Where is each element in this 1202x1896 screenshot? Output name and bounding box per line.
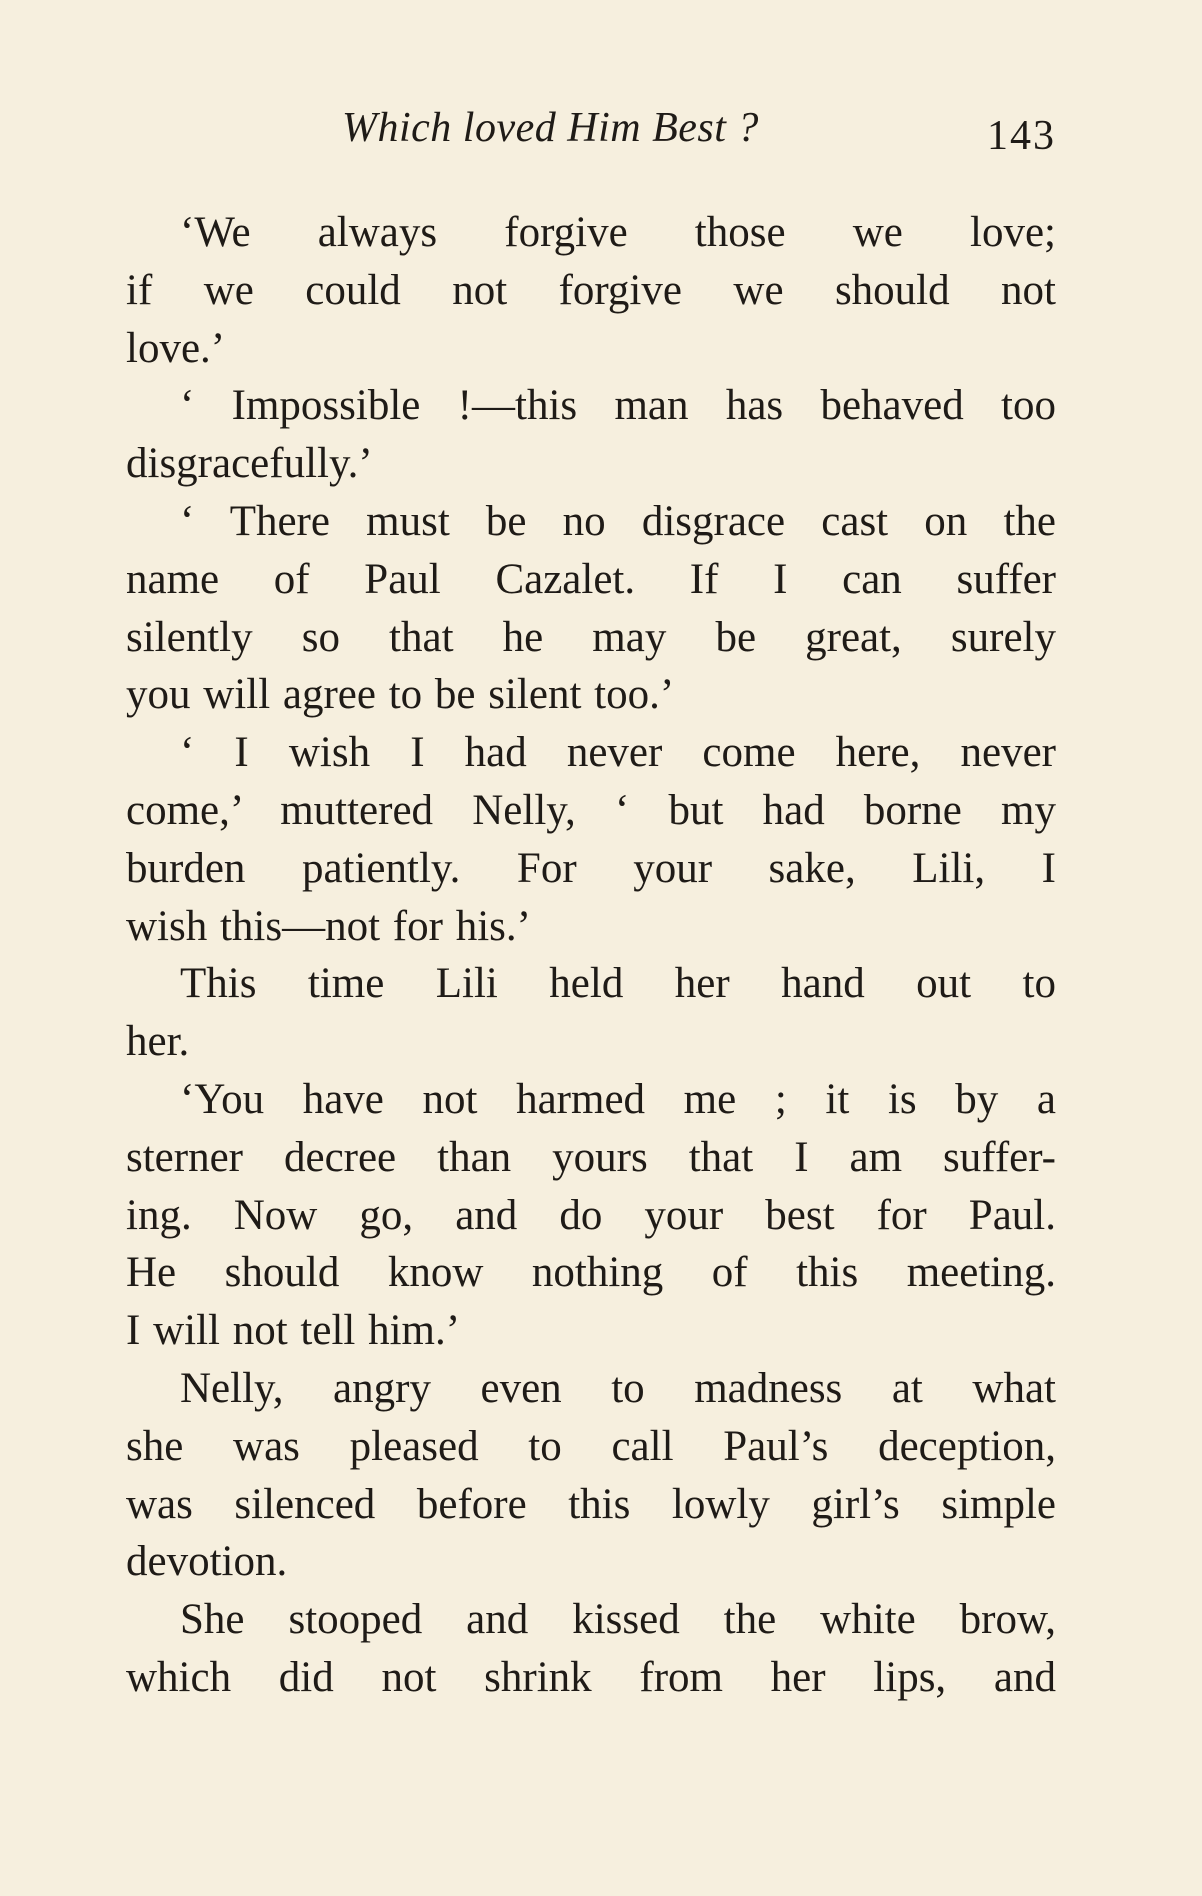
text-line: Nelly, angry even to madness at what [180, 1364, 1056, 1412]
text-line: This time Lili held her hand out to [180, 960, 1056, 1008]
page-number: 143 [987, 113, 1056, 159]
text-line: silently so that he may be great, surely [126, 613, 1056, 661]
text-line: you will agree to be silent too.’ [126, 671, 675, 719]
text-line: she was pleased to call Paul’s deception, [126, 1422, 1056, 1470]
text-line: burden patiently. For your sake, Lili, I [126, 844, 1056, 892]
text-line: ‘ There must be no disgrace cast on the [180, 497, 1056, 545]
body-text [126, 204, 1056, 1707]
text-line: if we could not forgive we should not [126, 266, 1056, 314]
text-line: love.’ [126, 324, 226, 372]
running-head [126, 104, 1056, 164]
text-line: ing. Now go, and do your best for Paul. [126, 1191, 1056, 1239]
text-line: was silenced before this lowly girl’s simple [126, 1480, 1056, 1528]
text-line: ‘ Impossible !—this man has behaved too [180, 382, 1056, 430]
text-line: He should know nothing of this meeting. [126, 1249, 1056, 1297]
text-line: ‘ I wish I had never come here, never [180, 729, 1056, 777]
text-line: her. [126, 1018, 190, 1066]
text-line: disgracefully.’ [126, 440, 373, 488]
text-line: sterner decree than yours that I am suffer- [126, 1133, 1056, 1181]
text-line: ‘We always forgive those we love; [180, 209, 1056, 256]
text-line: She stooped and kissed the white brow, [180, 1596, 1056, 1644]
text-line: ‘You have not harmed me ; it is by a [180, 1075, 1056, 1123]
running-title: Which loved Him Best ? [342, 105, 759, 151]
text-line: which did not shrink from her lips, and [126, 1653, 1056, 1701]
text-line: come,’ muttered Nelly, ‘ but had borne my [126, 786, 1056, 834]
text-line: name of Paul Cazalet. If I can suffer [126, 555, 1056, 603]
text-line: wish this—not for his.’ [126, 902, 531, 950]
text-line: I will not tell him.’ [126, 1307, 461, 1355]
text-line: devotion. [126, 1538, 288, 1586]
